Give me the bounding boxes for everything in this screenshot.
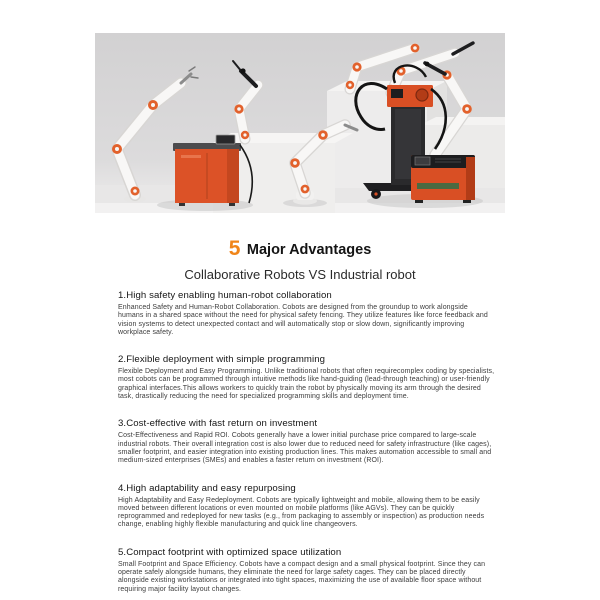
page-title: [0, 237, 600, 261]
wire-spool: [416, 89, 428, 101]
advantage-body: Enhanced Safety and Human-Robot Collaboration. Cobots are designed from the groundup to work alongside humans in a shared space without the need for physical safety fencing. They utilize features like force feedback and vision systems to detect unexpected contact and will automatically stop or slow down, significantly improving workplace safety.: [118, 304, 488, 336]
advantage-title: 1.High safety enabling human-robot collaboration: [118, 290, 332, 301]
advantage-body: Flexible Deployment and Easy Programming. Unlike traditional robots that often requirecomplex coding by specialists, most cobots can be programmed through intuitive methods like hand-guiding (lead-through teaching) or user-friendly graphical interfaces.This allows workers to quickly train the robot by physically moving its arm through the desired task, drastically reducing the need for specialized programming skills and deployment time.: [118, 368, 495, 401]
advantage-body: Small Footprint and Space Efficiency. Cobots have a compact design and a small physical footprint. Since they can operate safely alongside humans, they eliminate the need for large safety cages. They can be placed directly alongside existing workstations or integrated into tight spaces, maximizing the use of available floor space without requiring major facility layout changes.: [118, 560, 486, 593]
advantage-body: High Adaptability and Easy Redeployment. Cobots are typically lightweight and mobile, allowing them to be easily moved between different locations or even mounted on mobile platforms (like AGVs). They can be quickly reprogrammed and redeployed for new tasks (e.g., from packaging to assembly or inspection) as production needs change, enabling highly flexible manufacturing and quick line changeovers.: [118, 496, 485, 529]
advantage-title: 2.Flexible deployment with simple programming: [118, 354, 326, 366]
advantage-section-5: [118, 547, 495, 594]
control-screen: [216, 135, 235, 144]
advantage-body: Cost-Effectiveness and Rapid ROI. Cobots generally have a lower initial purchase price compared to large-scale industrial robots. Their overall integration cost is also lower due to reduced need for safety infrastructure (like cages), smaller footprint, and easier integration into existing production lines. This makes automation accessible to small and medium-sized enterprises (SMEs) and enables a faster return on investment (ROI).: [118, 432, 492, 465]
page-header: [0, 237, 600, 282]
advantage-title: 3.Cost-effective with fast return on investment: [118, 418, 318, 430]
title-text: Major Advantages: [246, 242, 372, 258]
advantage-section-3: [118, 418, 495, 465]
welding-power-source: [411, 155, 475, 203]
display-panel: [415, 157, 430, 165]
advantages-list: [118, 290, 495, 600]
advantage-title: 5.Compact footprint with optimized space utilization: [118, 546, 342, 558]
advantage-section-2: [118, 354, 495, 401]
hero-image: [95, 33, 505, 213]
advantage-count: 5: [228, 237, 241, 260]
advantage-title: 4.High adaptability and easy repurposing: [118, 482, 296, 494]
hero-scene: [95, 33, 505, 213]
advantage-section-1: [118, 290, 495, 337]
label-stripe: [417, 183, 459, 189]
advantage-section-4: [118, 483, 495, 530]
page-subtitle: Collaborative Robots VS Industrial robot: [184, 267, 416, 282]
